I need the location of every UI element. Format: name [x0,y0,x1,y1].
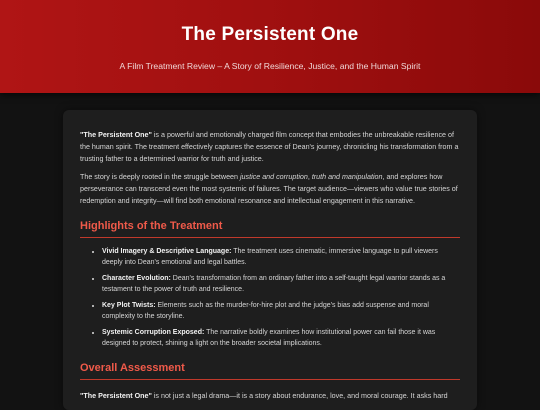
film-title-strong: "The Persistent One" [80,391,152,400]
assessment-paragraph-text: is not just a legal drama—it is a story about endurance, love, and moral courage. It asks hard [151,391,448,400]
emphasis-justice-corruption: justice and corruption [239,173,308,182]
intro-paragraph-1 [80,130,460,165]
page-title: The Persistent One [181,24,359,45]
intro-paragraph-2-text-b: , [307,173,312,182]
intro-paragraph-2-text-c: , and explores how perseverance can transcend even the most systemic of failures. The target audience—viewers who value true stories of redemption and integrity—will find both emotional resonance and intellectual engagement in this narrative. [80,173,458,205]
emphasis-truth-manipulation: truth and manipulation [311,173,383,182]
assessment-heading: Overall Assessment [80,362,460,380]
list-item-text: Elements such as the murder-for-hire plot and the judge's bias add suspense and moral complexity to the storyline. [102,301,429,321]
review-card [63,110,477,410]
highlights-heading: Highlights of the Treatment [80,220,460,238]
list-item-text: Dean's transformation from an ordinary father into a self-taught legal warrior stands as a testament to the power of truth and resilience. [102,274,446,294]
list-item [102,327,460,350]
list-item-title: Character Evolution: [102,274,171,282]
list-item-title: Vivid Imagery & Descriptive Language: [102,247,232,255]
list-item-title: Key Plot Twists: [102,301,156,309]
highlights-list [80,246,460,350]
intro-paragraph-2 [80,172,460,207]
page-subtitle: A Film Treatment Review – A Story of Resilience, Justice, and the Human Spirit [119,61,421,71]
intro-paragraph-2-text-a: The story is deeply rooted in the struggle between [80,173,240,182]
list-item [102,300,460,323]
assessment-paragraph [80,391,460,403]
page-header [0,0,540,93]
film-title-strong: "The Persistent One" [80,131,152,139]
list-item [102,246,460,269]
intro-paragraph-1-text: is a powerful and emotionally charged film concept that embodies the unbreakable resilience of the human spirit. The treatment effectively captures the essence of Dean's journey, chronicling his transformation from a trusting father to a determined warrior for truth and justice. [80,131,459,163]
list-item-text: The narrative boldly examines how institutional power can fail those it was designed to protect, shining a light on the broader societal implications. [102,328,436,348]
list-item-title: Systemic Corruption Exposed: [102,328,205,336]
list-item [102,273,460,296]
list-item-text: The treatment uses cinematic, immersive language to pull viewers deeply into Dean's emotional and legal battles. [102,247,438,267]
